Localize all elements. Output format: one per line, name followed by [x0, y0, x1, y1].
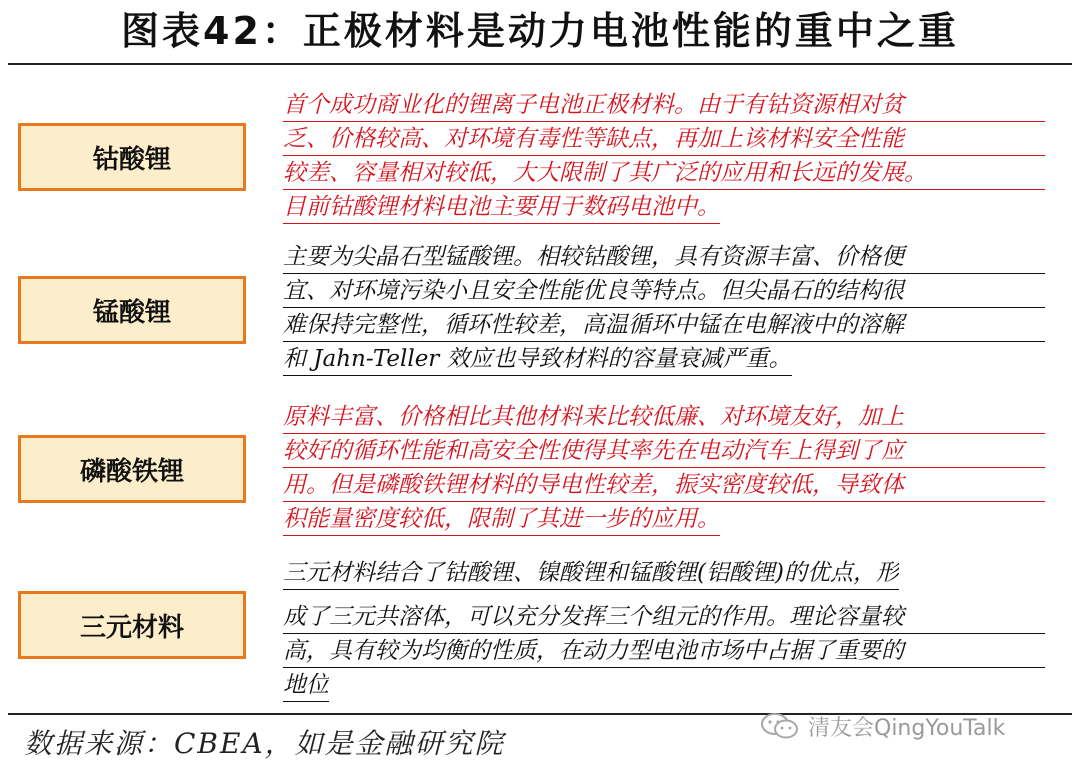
source-note: 数据来源：CBEA，如是金融研究院 — [24, 727, 505, 760]
wechat-icon — [760, 711, 800, 741]
watermark-text: 清友会QingYouTalk — [808, 715, 1006, 741]
description-line: 积能量密度较低，限制了其进一步的应用。 — [283, 502, 720, 536]
description-line: 宜、对环境污染小且安全性能优良等特点。但尖晶石的结构很 — [283, 274, 1045, 308]
page-title: 图表42：正极材料是动力电池性能的重中之重 — [121, 9, 959, 53]
description-line: 较差、容量相对较低，大大限制了其广泛的应用和长远的发展。 — [283, 156, 1045, 190]
description-line: 三元材料结合了钴酸锂、镍酸锂和锰酸锂(铝酸锂)的优点，形 — [283, 556, 899, 590]
description-line: 较好的循环性能和高安全性使得其率先在电动汽车上得到了应 — [283, 434, 1045, 468]
description-line: 目前钴酸锂材料电池主要用于数码电池中。 — [283, 190, 720, 224]
description-line: 成了三元共溶体，可以充分发挥三个组元的作用。理论容量较 — [283, 600, 1045, 634]
material-description — [283, 556, 1045, 712]
description-line: 主要为尖晶石型锰酸锂。相较钴酸锂，具有资源丰富、价格便 — [283, 240, 1045, 274]
top-divider — [8, 63, 1072, 65]
description-line: 地位 — [283, 668, 329, 702]
description-line: 高，具有较为均衡的性质，在动力型电池市场中占据了重要的 — [283, 634, 1045, 668]
material-description — [283, 400, 1045, 546]
description-line: 首个成功商业化的锂离子电池正极材料。由于有钴资源相对贫 — [283, 88, 1045, 122]
material-description — [283, 88, 1045, 234]
watermark — [760, 708, 1005, 744]
material-description — [283, 240, 1045, 386]
material-label-box: 锰酸锂 — [18, 276, 246, 344]
description-line: 原料丰富、价格相比其他材料来比较低廉、对环境友好，加上 — [283, 400, 1045, 434]
material-label-box: 三元材料 — [18, 591, 246, 659]
material-label-box: 磷酸铁锂 — [18, 435, 246, 503]
description-line: 乏、价格较高、对环境有毒性等缺点，再加上该材料安全性能 — [283, 122, 1045, 156]
description-line: 和 Jahn-Teller 效应也导致材料的容量衰减严重。 — [283, 342, 792, 376]
description-line: 用。但是磷酸铁锂材料的导电性较差，振实密度较低，导致体 — [283, 468, 1045, 502]
description-line: 难保持完整性，循环性较差，高温循环中锰在电解液中的溶解 — [283, 308, 1045, 342]
material-label-box: 钴酸锂 — [18, 123, 246, 191]
